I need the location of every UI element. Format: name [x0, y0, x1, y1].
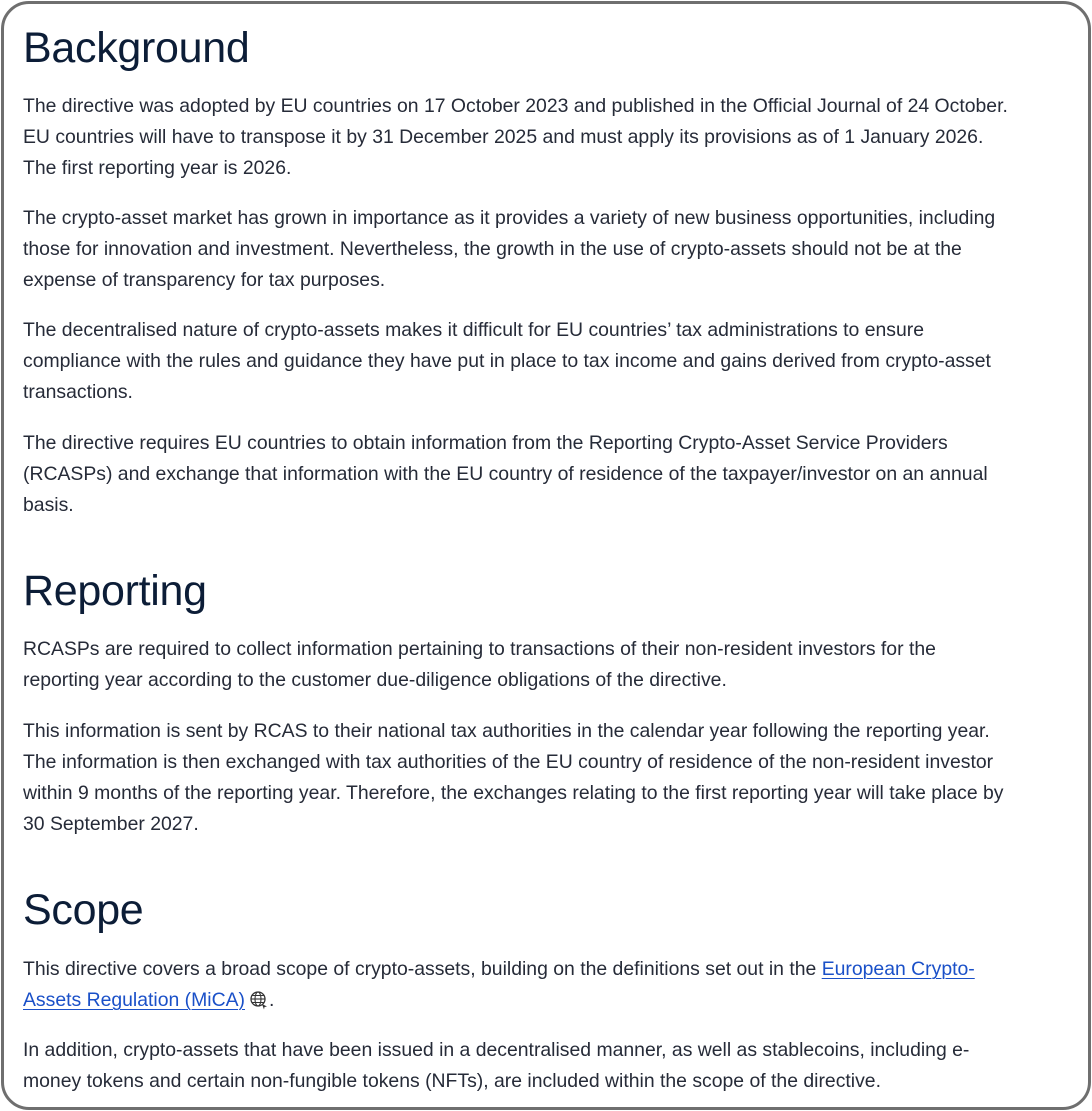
- background-heading: Background: [23, 24, 250, 72]
- mica-regulation-link[interactable]: European Crypto-Assets Regulation (MiCA): [23, 958, 975, 1011]
- scope-paragraph-1-end: .: [269, 989, 275, 1011]
- scope-paragraph-2: In addition, crypto-assets that have been issued in a decentralised manner, as well as stablecoins, including e-money tokens and certain non-fungible tokens (NFTs), are included within the scope of the directive.: [23, 1039, 970, 1092]
- reporting-heading: Reporting: [23, 567, 207, 615]
- reporting-paragraph-1: RCASPs are required to collect information pertaining to transactions of their non-resident investors for the reporting year according to the customer due-diligence obligations of the directive.: [23, 638, 936, 691]
- background-paragraph-2: The crypto-asset market has grown in importance as it provides a variety of new business opportunities, including those for innovation and investment. Nevertheless, the growth in the use of crypto-assets should not be at the expense of transparency for tax purposes.: [23, 207, 996, 291]
- background-paragraph-3: The decentralised nature of crypto-assets makes it difficult for EU countries’ tax administrations to ensure compliance with the rules and guidance they have put in place to tax income and gains derived from crypto-asset transactions.: [23, 319, 991, 403]
- content-frame: [1, 1, 1091, 1110]
- background-paragraph-4: The directive requires EU countries to obtain information from the Reporting Crypto-Asset Service Providers (RCASPs) and exchange that information with the EU country of residence of the taxpayer/investor on an annual basis.: [23, 432, 988, 516]
- scope-paragraph-1-text: This directive covers a broad scope of crypto-assets, building on the definitions set out in the: [23, 958, 822, 980]
- scope-paragraph-1: [23, 954, 1003, 1016]
- reporting-paragraph-2: This information is sent by RCAS to their national tax authorities in the calendar year following the reporting year. The information is then exchanged with tax authorities of the EU country of residence of the non-resident investor within 9 months of the reporting year. Therefore, the exchanges relating to the first reporting year will take place by 30 September 2027.: [23, 720, 1004, 835]
- scope-heading: Scope: [23, 886, 144, 934]
- globe-icon: [249, 990, 269, 1010]
- background-paragraph-1: The directive was adopted by EU countries on 17 October 2023 and published in the Official Journal of 24 October. EU countries will have to transpose it by 31 December 2025 and must apply its provisions as of 1 January 2026. The first reporting year is 2026.: [23, 95, 1008, 179]
